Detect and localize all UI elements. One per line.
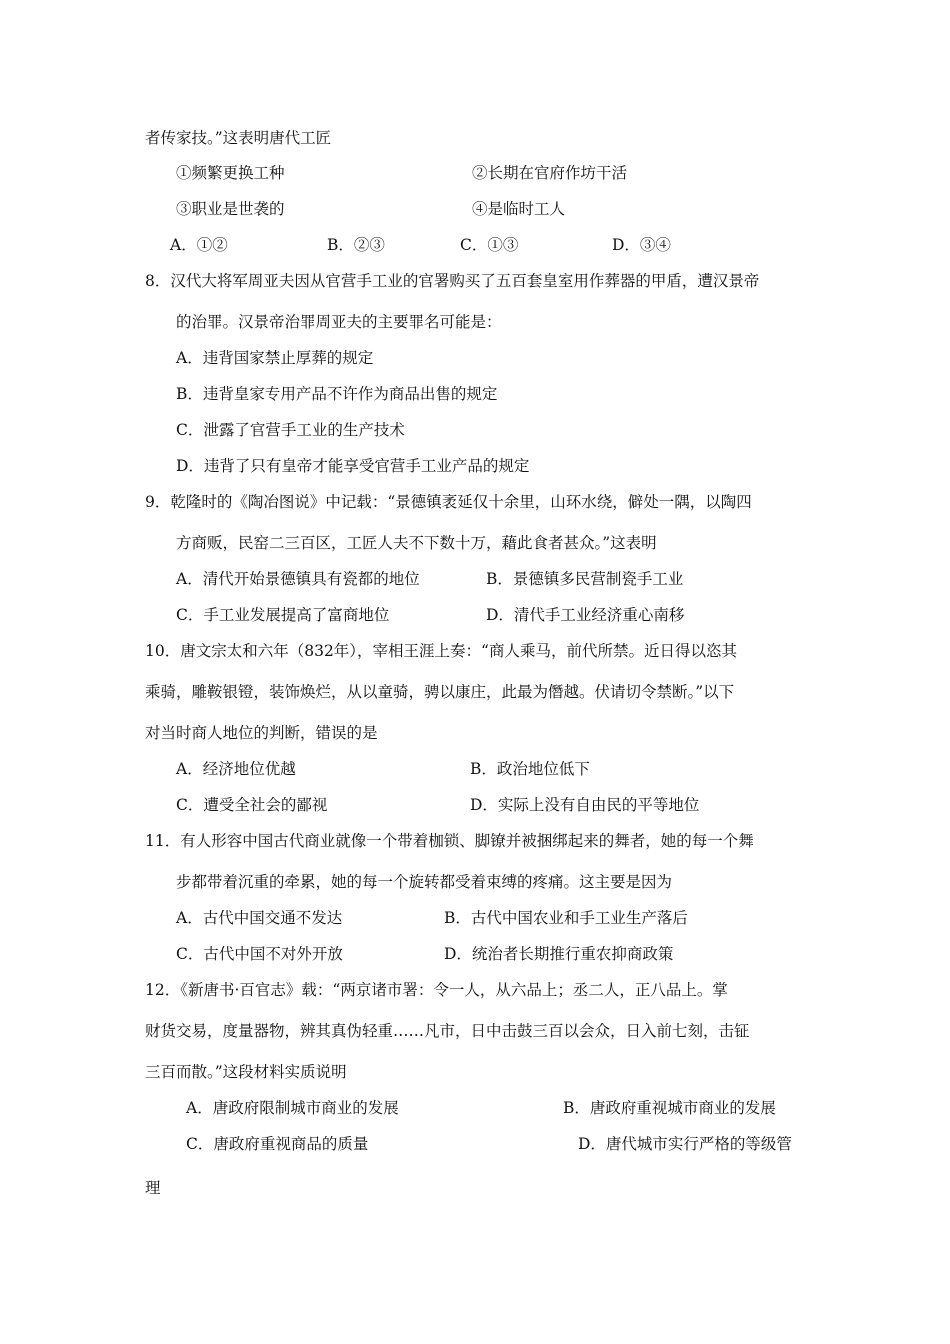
q7-item-1: ①频繁更换工种 [176, 164, 285, 182]
q12-option-a: A．唐政府限制城市商业的发展 [186, 1099, 399, 1117]
q8-option-b: B．违背皇家专用产品不许作为商品出售的规定 [176, 385, 498, 403]
q11-stem-line-2: 步都带着沉重的牵累，她的每一个旋转都受着束缚的疼痛。这主要是因为 [176, 873, 673, 891]
q7-option-b: B．②③ [327, 236, 385, 254]
q7-item-3: ③职业是世袭的 [176, 200, 285, 218]
q12-stem-line-3: 三百而散。”这段材料实质说明 [145, 1063, 347, 1081]
q10-option-b: B．政治地位低下 [470, 760, 590, 778]
q10-option-a: A．经济地位优越 [176, 760, 296, 778]
q11-stem-line-1: 11．有人形容中国古代商业就像一个带着枷锁、脚镣并被捆绑起来的舞者，她的每一个舞 [145, 832, 754, 850]
q8-option-c: C．泄露了官营手工业的生产技术 [176, 421, 405, 439]
q8-option-a: A．违背国家禁止厚葬的规定 [176, 349, 374, 367]
q7-option-c: C．①③ [460, 236, 519, 254]
q12-stem-line-2: 财货交易，度量器物，辨其真伪轻重……凡市，日中击鼓三百以会众，日入前七刻，击钲 [145, 1022, 750, 1040]
q7-option-a: A．①② [170, 236, 228, 254]
q8-stem-line-1: 8．汉代大将军周亚夫因从官营手工业的官署购买了五百套皇室用作葬器的甲盾，遭汉景帝 [145, 272, 760, 290]
q9-stem-line-2: 方商贩，民窑二三百区，工匠人夫不下数十万，藉此食者甚众。”这表明 [176, 534, 657, 552]
q11-option-a: A．古代中国交通不发达 [176, 909, 343, 927]
q7-item-4: ④是临时工人 [472, 200, 566, 218]
q7-option-d: D．③④ [612, 236, 671, 254]
q9-stem-line-1: 9．乾隆时的《陶冶图说》中记载：“景德镇袤延仅十余里，山环水绕，僻处一隅，以陶四 [145, 493, 752, 511]
q10-option-c: C．遭受全社会的鄙视 [176, 796, 328, 814]
q10-stem-line-1: 10．唐文宗太和六年（832年），宰相王涯上奏：“商人乘马，前代所禁。近日得以恣其 [145, 642, 737, 660]
q11-option-b: B．古代中国农业和手工业生产落后 [444, 909, 688, 927]
q12-option-d-wrap: 理 [145, 1179, 161, 1197]
q10-stem-line-3: 对当时商人地位的判断，错误的是 [145, 724, 378, 742]
q10-option-d: D．实际上没有自由民的平等地位 [470, 796, 700, 814]
q12-option-d: D．唐代城市实行严格的等级管 [578, 1135, 792, 1153]
q11-option-d: D．统治者长期推行重农抑商政策 [444, 945, 674, 963]
q10-stem-line-2: 乘骑，雕鞍银镫，装饰焕烂，从以童骑，骋以康庄，此最为僭越。伏请切令禁断。”以下 [145, 683, 735, 701]
q12-option-c: C．唐政府重视商品的质量 [186, 1135, 369, 1153]
q9-option-c: C．手工业发展提高了富商地位 [176, 606, 390, 624]
q7-stem-tail: 者传家技。”这表明唐代工匠 [145, 129, 332, 147]
q8-option-d: D．违背了只有皇帝才能享受官营手工业产品的规定 [176, 457, 530, 475]
q8-stem-line-2: 的治罪。汉景帝治罪周亚夫的主要罪名可能是： [176, 313, 502, 331]
q12-stem-line-1: 12．《新唐书·百官志》载：“两京诸市署：令一人，从六品上；丞二人，正八品上。掌 [145, 981, 728, 999]
q7-item-2: ②长期在官府作坊干活 [472, 164, 628, 182]
q9-option-b: B．景德镇多民营制瓷手工业 [486, 570, 684, 588]
q9-option-d: D．清代手工业经济重心南移 [486, 606, 685, 624]
q9-option-a: A．清代开始景德镇具有瓷都的地位 [176, 570, 420, 588]
q11-option-c: C．古代中国不对外开放 [176, 945, 343, 963]
q12-option-b: B．唐政府重视城市商业的发展 [563, 1099, 776, 1117]
